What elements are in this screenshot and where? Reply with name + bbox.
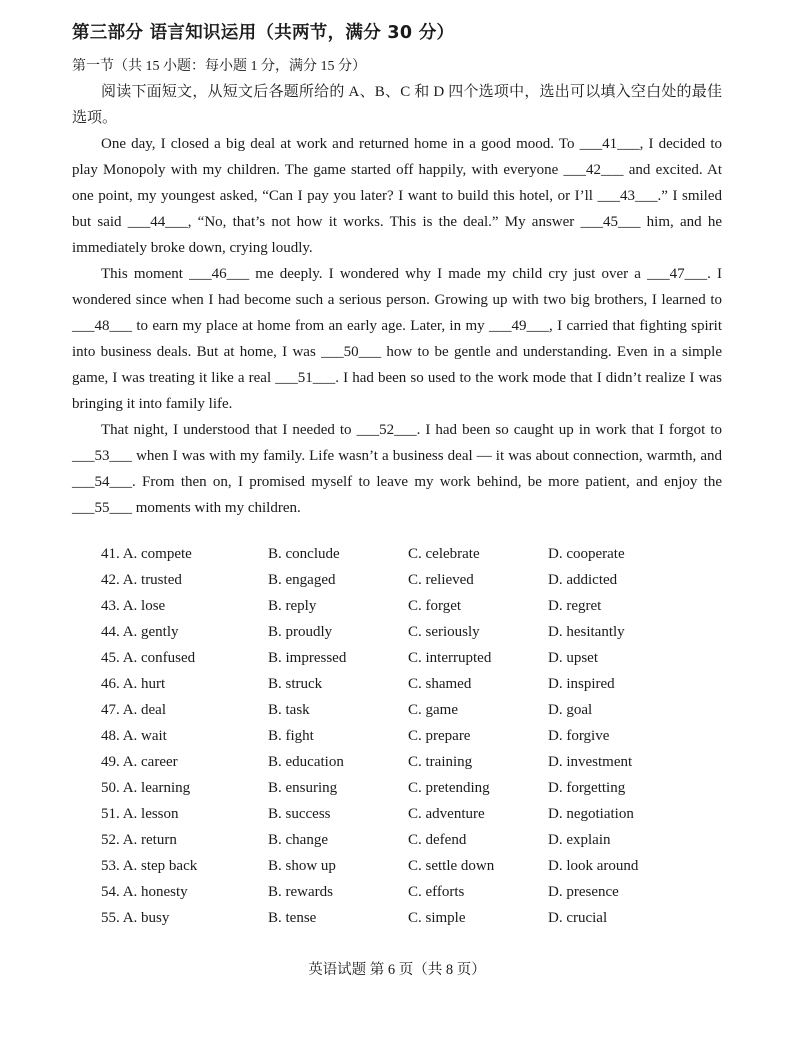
page-footer: 英语试题 第 6 页（共 8 页） xyxy=(308,962,486,978)
question-row xyxy=(101,827,741,853)
paragraph-2 xyxy=(72,261,722,417)
passage-text: , I decided to play Monopoly with my children. The game started off happily, with everyone xyxy=(72,136,722,178)
question-row xyxy=(101,905,741,931)
question-row xyxy=(101,593,741,619)
option-c: C. prepare xyxy=(408,728,471,744)
question-row xyxy=(101,671,741,697)
blank: ___45___ xyxy=(580,214,641,230)
passage-text: . I had been so used to the work mode that I didn’t realize I was bringing it into family life. xyxy=(72,370,722,412)
option-d: D. regret xyxy=(548,598,602,614)
blank: ___55___ xyxy=(72,500,132,516)
option-c: C. settle down xyxy=(408,858,495,874)
option-c: C. shamed xyxy=(408,676,472,692)
blank: ___41___ xyxy=(579,136,640,152)
passage-text: . I wondered since when I had become such a serious person. Growing up with two big brothers, I learned to xyxy=(72,266,722,308)
passage-text: . From then on, I promised myself to leave my work behind, be more patient, and enjoy the xyxy=(132,474,722,490)
option-text: A. career xyxy=(122,754,178,770)
option-c: C. training xyxy=(408,754,473,770)
option-a xyxy=(101,541,192,567)
option-b: B. tense xyxy=(268,910,317,926)
option-b: B. rewards xyxy=(268,884,333,900)
passage-text: him, and he immediately broke down, crying loudly. xyxy=(72,214,722,256)
option-b: B. struck xyxy=(268,676,323,692)
option-b: B. task xyxy=(268,702,310,718)
blank: ___54___ xyxy=(72,474,132,490)
option-c: C. celebrate xyxy=(408,546,480,562)
blank: ___44___ xyxy=(127,214,188,230)
question-row xyxy=(101,801,741,827)
question-number: 50. xyxy=(101,780,120,796)
option-b: B. fight xyxy=(268,728,314,744)
passage-text: me deeply. I wondered why I made my child cry just over a xyxy=(249,266,648,282)
blank: ___42___ xyxy=(563,162,624,178)
option-c: C. defend xyxy=(408,832,467,848)
passage-text: This moment xyxy=(101,266,190,282)
option-c: C. pretending xyxy=(408,780,490,796)
question-row xyxy=(101,567,741,593)
option-a xyxy=(101,619,179,645)
option-text: A. hurt xyxy=(122,676,166,692)
paragraph-1 xyxy=(72,131,722,261)
option-c: C. efforts xyxy=(408,884,465,900)
passage-text: and excited. At one point, my youngest asked, “Can I pay you later? I want to build this hotel, or I’ll xyxy=(72,162,723,204)
question-number: 44. xyxy=(101,624,120,640)
option-text: A. compete xyxy=(122,546,192,562)
cloze-passage xyxy=(72,79,722,521)
passage-text: moments with my children. xyxy=(132,500,301,516)
option-text: A. deal xyxy=(122,702,167,718)
blank: ___51___ xyxy=(275,370,336,386)
question-number: 55. xyxy=(101,910,120,926)
question-row xyxy=(101,853,741,879)
passage-text: One day, I closed a big deal at work and returned home in a good mood. To xyxy=(101,136,580,152)
option-d: D. negotiation xyxy=(548,806,634,822)
instructions: 阅读下面短文，从短文后各题所给的 A、B、C 和 D 四个选项中，选出可以填入空白处的最佳选项。 xyxy=(72,84,722,126)
question-number: 43. xyxy=(101,598,120,614)
question-number: 52. xyxy=(101,832,120,848)
option-a xyxy=(101,697,166,723)
option-text: A. gently xyxy=(122,624,179,640)
option-c: C. interrupted xyxy=(408,650,492,666)
option-text: A. lose xyxy=(122,598,166,614)
option-b: B. success xyxy=(268,806,331,822)
option-b: B. ensuring xyxy=(268,780,338,796)
option-c: C. adventure xyxy=(408,806,485,822)
question-row xyxy=(101,645,741,671)
question-number: 41. xyxy=(101,546,120,562)
question-number: 42. xyxy=(101,572,120,588)
passage-text: to earn my place at home from an early age. Later, in my xyxy=(132,318,489,334)
section-title: 第一节（共 15 小题：每小题 1 分，满分 15 分） xyxy=(72,59,366,74)
question-row xyxy=(101,879,741,905)
option-d: D. presence xyxy=(548,884,619,900)
question-number: 49. xyxy=(101,754,120,770)
blank: ___43___ xyxy=(597,188,658,204)
option-d: D. hesitantly xyxy=(548,624,625,640)
answer-options xyxy=(101,541,741,931)
option-c: C. relieved xyxy=(408,572,474,588)
option-a xyxy=(101,879,188,905)
option-d: D. look around xyxy=(548,858,639,874)
passage-text: , “No, that’s not how it works. This is the deal.” My answer xyxy=(187,214,581,230)
option-b: B. conclude xyxy=(268,546,340,562)
blank: ___46___ xyxy=(189,266,250,282)
question-number: 54. xyxy=(101,884,120,900)
question-row xyxy=(101,775,741,801)
option-a xyxy=(101,827,177,853)
option-c: C. forget xyxy=(408,598,462,614)
passage-text: how to be gentle and understanding. Even in a simple game, I was treating it like a real xyxy=(72,344,722,386)
option-b: B. engaged xyxy=(268,572,336,588)
option-text: A. learning xyxy=(122,780,191,796)
option-a xyxy=(101,567,182,593)
passage-text: . I had been so caught up in work that I forgot to xyxy=(416,422,723,438)
option-d: D. inspired xyxy=(548,676,615,692)
option-text: A. busy xyxy=(122,910,170,926)
option-a xyxy=(101,723,167,749)
blank: ___52___ xyxy=(356,422,417,438)
question-row xyxy=(101,723,741,749)
passage-text: That night, I understood that I needed to xyxy=(101,422,357,438)
passage-text: .” I smiled but said xyxy=(72,188,722,230)
option-a xyxy=(101,645,195,671)
option-text: A. honesty xyxy=(122,884,188,900)
question-row xyxy=(101,697,741,723)
paragraph-3 xyxy=(72,417,722,521)
option-d: D. upset xyxy=(548,650,598,666)
option-text: A. step back xyxy=(122,858,198,874)
option-a xyxy=(101,853,197,879)
blank: ___48___ xyxy=(72,318,132,334)
option-text: A. return xyxy=(122,832,177,848)
option-b: B. change xyxy=(268,832,328,848)
question-number: 48. xyxy=(101,728,120,744)
option-d: D. forgetting xyxy=(548,780,626,796)
option-c: C. simple xyxy=(408,910,466,926)
option-d: D. explain xyxy=(548,832,611,848)
question-row xyxy=(101,749,741,775)
option-d: D. investment xyxy=(548,754,633,770)
option-text: A. confused xyxy=(122,650,196,666)
passage-text: , I carried that fighting spirit into business deals. But at home, I was xyxy=(72,318,723,360)
option-a xyxy=(101,671,165,697)
option-d: D. addicted xyxy=(548,572,618,588)
option-a xyxy=(101,905,169,931)
question-number: 53. xyxy=(101,858,120,874)
question-row xyxy=(101,541,741,567)
option-d: D. goal xyxy=(548,702,593,718)
question-number: 46. xyxy=(101,676,120,692)
option-d: D. cooperate xyxy=(548,546,625,562)
option-a xyxy=(101,593,165,619)
question-number: 45. xyxy=(101,650,120,666)
question-number: 51. xyxy=(101,806,120,822)
blank: ___50___ xyxy=(321,344,382,360)
option-c: C. seriously xyxy=(408,624,480,640)
option-b: B. show up xyxy=(268,858,336,874)
part-heading: 第三部分 语言知识运用（共两节，满分 30 分） xyxy=(72,23,455,43)
option-c: C. game xyxy=(408,702,458,718)
option-text: A. trusted xyxy=(122,572,182,588)
blank: ___49___ xyxy=(489,318,549,334)
option-b: B. reply xyxy=(268,598,317,614)
question-row xyxy=(101,619,741,645)
blank: ___53___ xyxy=(72,448,132,464)
option-a xyxy=(101,749,178,775)
option-b: B. proudly xyxy=(268,624,333,640)
option-text: A. wait xyxy=(122,728,167,744)
option-d: D. forgive xyxy=(548,728,610,744)
option-b: B. education xyxy=(268,754,344,770)
passage-text: when I was with my family. Life wasn’t a business deal — it was about connection, warmth, and xyxy=(132,448,722,464)
option-text: A. lesson xyxy=(122,806,179,822)
option-a xyxy=(101,801,179,827)
question-number: 47. xyxy=(101,702,120,718)
option-a xyxy=(101,775,190,801)
option-b: B. impressed xyxy=(268,650,347,666)
option-d: D. crucial xyxy=(548,910,608,926)
blank: ___47___ xyxy=(647,266,708,282)
